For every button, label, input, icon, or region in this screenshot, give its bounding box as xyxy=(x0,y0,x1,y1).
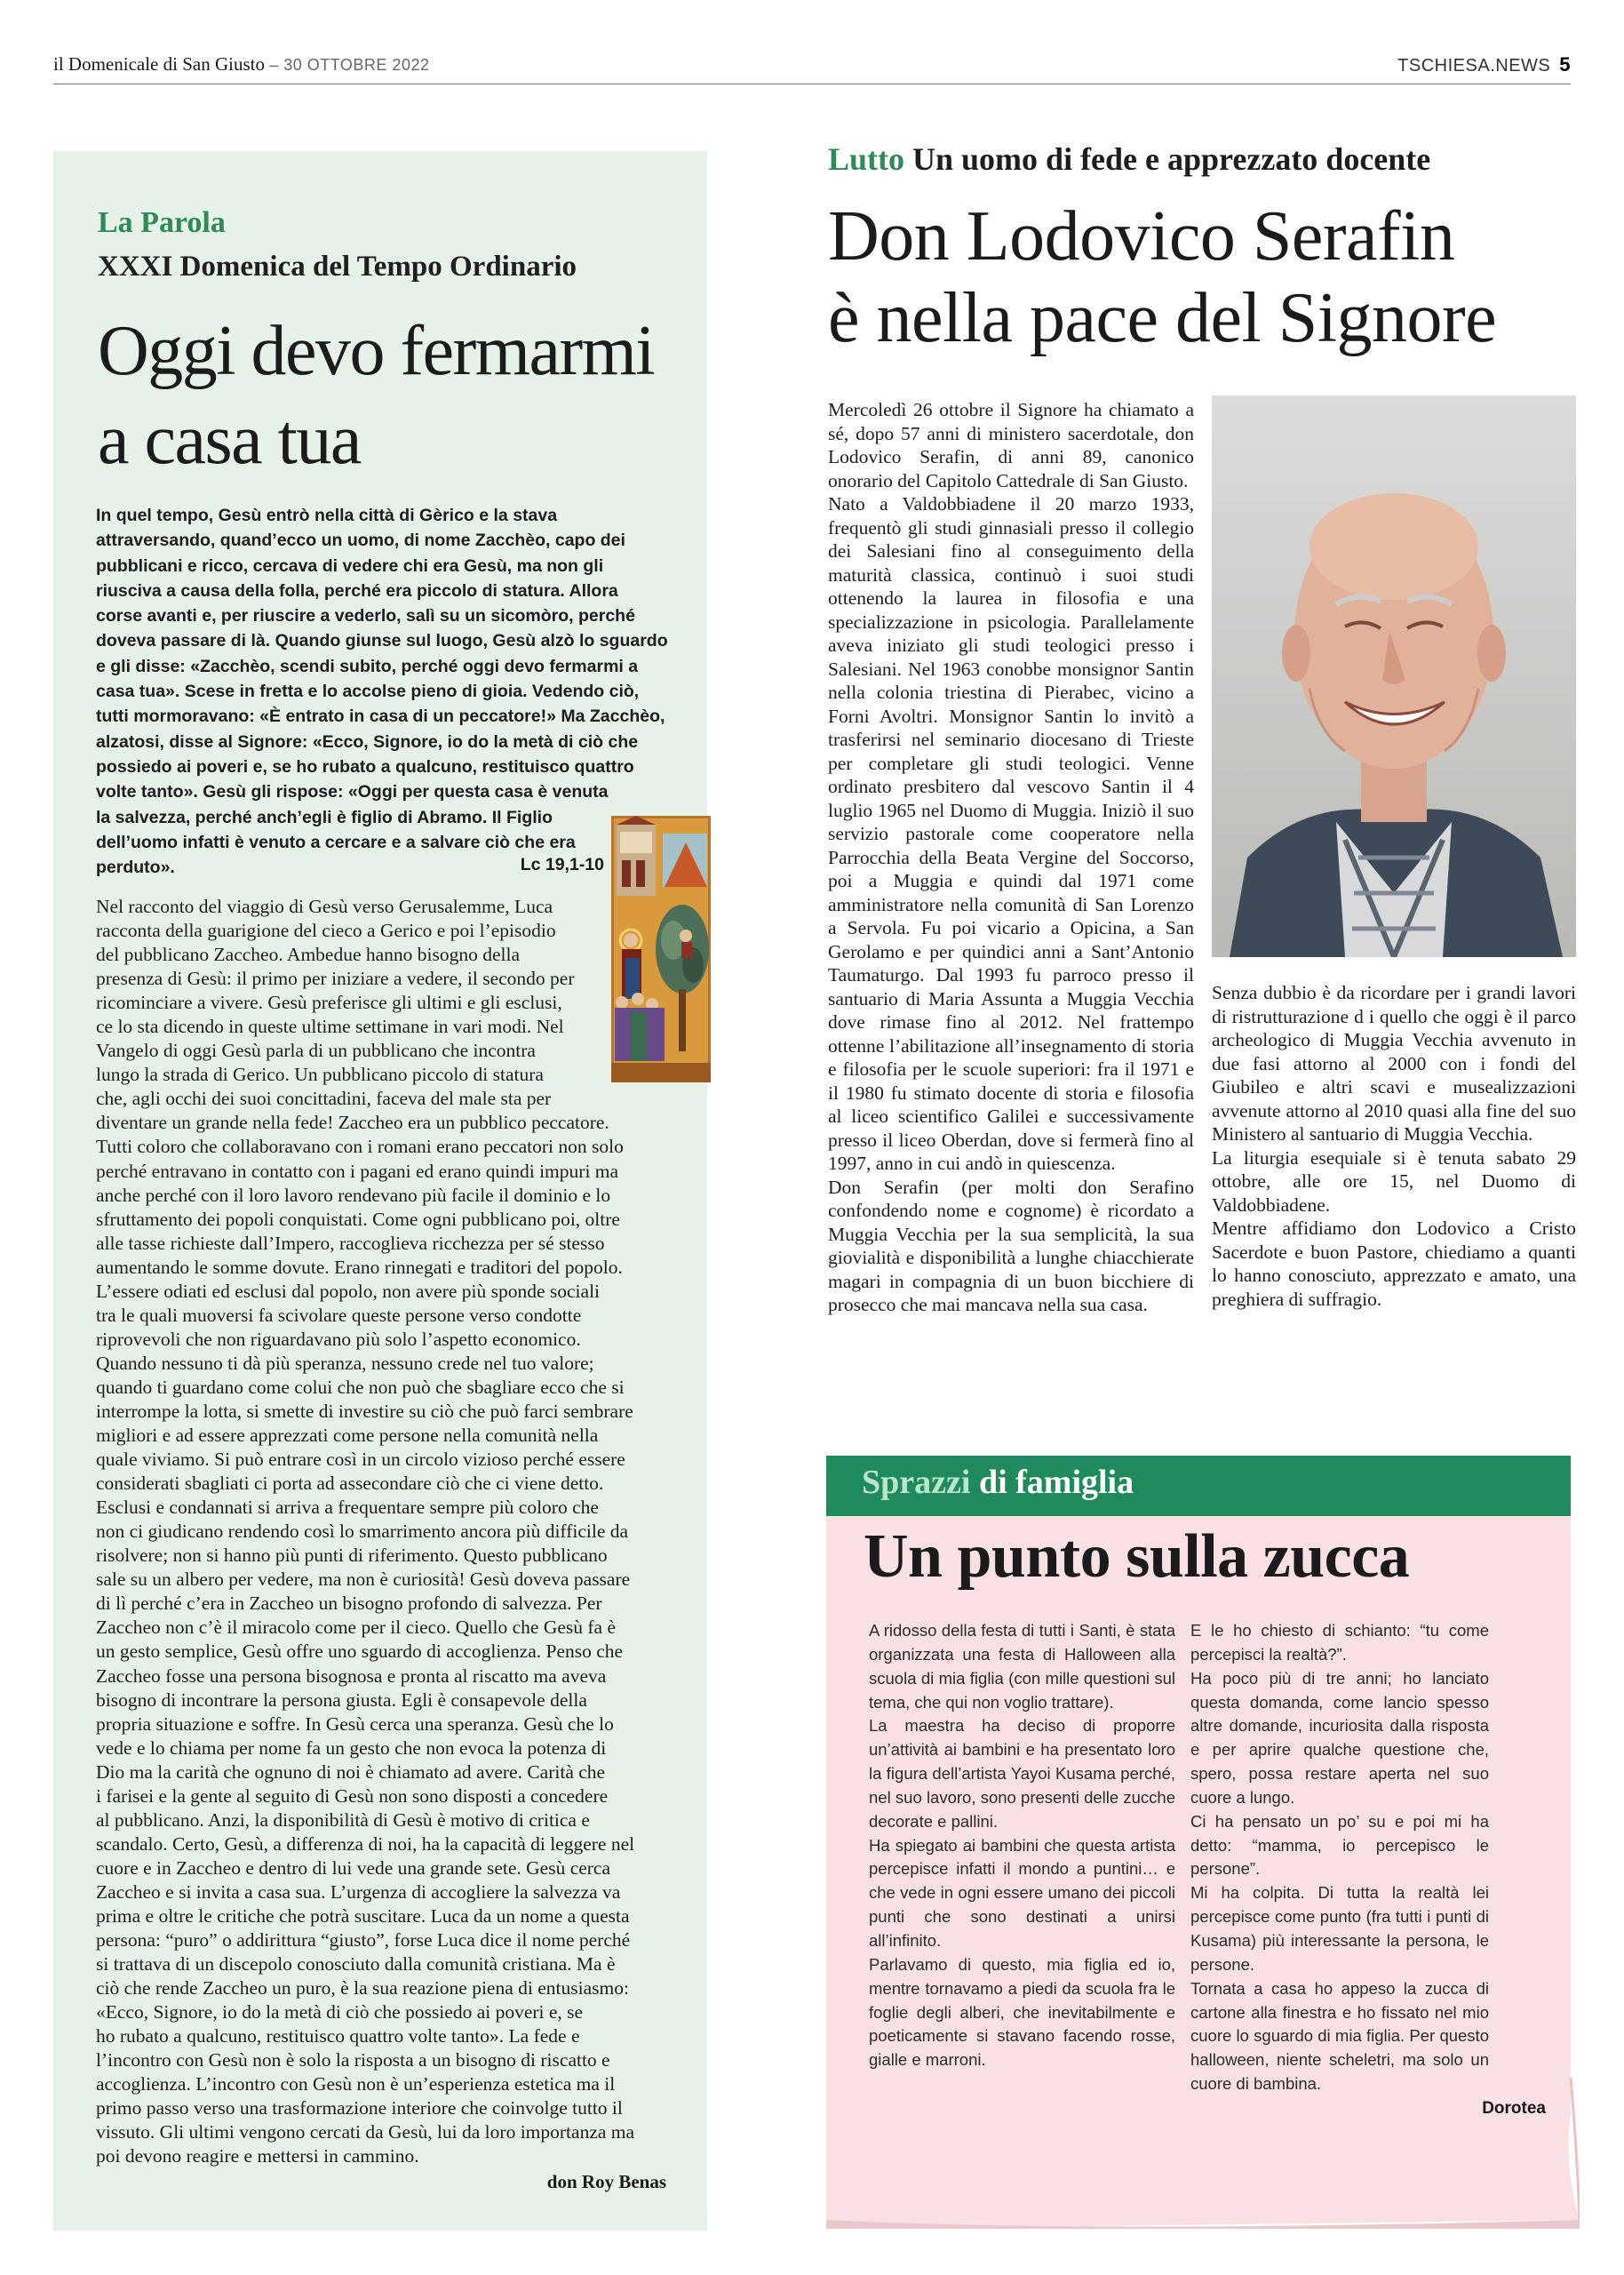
commentary-line: L’essere odiati ed esclusi dal popolo, non avere più sponde sociali xyxy=(96,1280,601,1302)
commentary-line: Zaccheo non c’è il miracolo come per il cieco. Quello che Gesù fa è xyxy=(96,1616,617,1639)
gospel-reference: Lc 19,1-10 xyxy=(520,855,604,874)
commentary-line: quando ti guardano come colui che non può che sbagliare ecco che si xyxy=(96,1376,625,1398)
commentary-line: si trattava di un discepolo conosciuto dalla comunità cristiana. Ma è xyxy=(96,1953,616,1976)
sprazzi-column-1 xyxy=(869,1619,1175,2072)
gospel-line: e gli disse: «Zacchèo, scendi subito, perché oggi devo fermarmi a xyxy=(96,656,639,676)
commentary-line: accoglienza. L’incontro con Gesù non è un’esperienza estetica ma il xyxy=(96,2073,616,2095)
commentary-line: al pubblicano. Anzi, la disponibilità di Gesù è motivo di critica e xyxy=(96,1808,590,1831)
commentary-line: un gesto semplice, Gesù offre uno sguardo di accoglienza. Penso che xyxy=(96,1640,624,1663)
sprazzi-paragraph: A ridosso della festa di tutti i Santi, è stata organizzata una festa di Halloween alla scuola di mia figlia (con mille questioni sul tema, che qui non voglio trattare). xyxy=(869,1621,1175,1712)
commentary-line: poi devono reagire e mettersi in cammino. xyxy=(96,2145,419,2167)
commentary-line: Tutti coloro che collaboravano con i romani erano peccatori non solo xyxy=(96,1136,624,1158)
sprazzi-paragraph: Ci ha pensato un po’ su e poi mi ha detto: “mamma, io percepisco le persone”. xyxy=(1190,1811,1489,1879)
commentary-line: perché entravano in contatto con i pagani ed erano quindi impuri ma xyxy=(96,1160,619,1182)
gospel-line: alzatosi, disse al Signore: «Ecco, Signore, io do la metà di ciò che xyxy=(96,731,639,752)
commentary-line: tra le quali muoversi fa scivolare queste persone verso condotte xyxy=(96,1304,582,1326)
commentary-line: Esclusi e condannati si arriva a frequentare sempre più coloro che xyxy=(96,1497,599,1519)
parola-signature: don Roy Benas xyxy=(546,2171,666,2192)
gospel-line: corse avanti e, per riuscire a vederlo, salì su un sicomòro, perché xyxy=(96,606,635,627)
site-link[interactable]: TSCHIESA.NEWS xyxy=(1397,56,1551,76)
sprazzi-paragraph: Mi ha colpita. Di tutta la realtà lei percepisce come punto (fra tutti i punti di Kusama) più interessante la persona, le persone. xyxy=(1190,1883,1489,1974)
parola-kicker: La Parola xyxy=(98,206,226,239)
gospel-line: casa tua». Scese in fretta e lo accolse pieno di gioia. Vedendo ciò, xyxy=(96,682,640,702)
gospel-line: In quel tempo, Gesù entrò nella città di Gèrico e la stava xyxy=(96,506,558,525)
commentary-line: non ci giudicano rendendo così lo smarrimento ancora più difficile da xyxy=(96,1521,629,1543)
commentary-line: racconta della guarigione del cieco a Gerico e poi l’episodio xyxy=(96,920,556,942)
commentary-line: alle tasse richieste dall’Impero, raccoglieva ricchezza per sé stesso xyxy=(96,1232,605,1254)
commentary-line: aumentando le somme dovute. Erano rinnegati e traditori del popolo. xyxy=(96,1256,623,1278)
commentary-line: l’incontro con Gesù non è solo la risposta a un bisogno di riscatto e xyxy=(96,2049,610,2071)
lutto-title-line1: Don Lodovico Serafin xyxy=(828,197,1455,275)
commentary-line: vissuto. Gli ultimi vengono cercati da Gesù, lui da loro importanza ma xyxy=(96,2121,635,2143)
sprazzi-signature: Dorotea xyxy=(1482,2099,1546,2118)
sprazzi-kicker: Sprazzi xyxy=(862,1464,971,1501)
don-serafin-portrait xyxy=(1212,395,1576,957)
running-header xyxy=(53,53,429,76)
issue-date: – 30 OTTOBRE 2022 xyxy=(269,56,430,74)
sprazzi-title: Un punto sulla zucca xyxy=(864,1522,1410,1591)
commentary-line: che, agli occhi dei suoi concittadini, faceva del male sta per xyxy=(96,1088,552,1110)
commentary-line: propria situazione e soffre. In Gesù cerca una speranza. Gesù che lo xyxy=(96,1712,614,1735)
commentary-line: primo passo verso una trasformazione interiore che coinvolge tutto il xyxy=(96,2097,623,2119)
gospel-line: attraversando, quand’ecco un uomo, di nome Zacchèo, capo dei xyxy=(96,531,625,551)
commentary-line: interrompe la lotta, si smette di investire su ciò che può farci sembrare xyxy=(96,1400,633,1422)
sprazzi-kicker-rest: di famiglia xyxy=(978,1464,1134,1501)
publication-name: il Domenicale di San Giusto xyxy=(53,53,265,75)
commentary-line: ciò che rende Zaccheo un puro, è la sua reazione piena di entusiasmo: xyxy=(96,1977,629,2000)
lutto-paragraph: Don Serafin (per molti don Serafino confondendo nome e cognome) è ricordato a Muggia Vecchia per la sua semplicità, la sua giovialità e disponibilità a lunghe chiacchierate magari in compagnia di un buon bicchiere di prosecco che mai mancava nella sua casa. xyxy=(828,1176,1194,1315)
commentary-line: ricominciare a vivere. Gesù preferisce gli ultimi e gli esclusi, xyxy=(96,992,562,1014)
gospel-line: tutti mormoravano: «È entrato in casa di un peccatore!» Ma Zacchèo, xyxy=(96,706,665,727)
commentary-line: di lì perché c’era in Zaccheo un bisogno profondo di salvezza. Per xyxy=(96,1592,602,1615)
parola-commentary xyxy=(96,895,665,2168)
commentary-line: Dio ma la carità che ognuno di noi è chiamato ad avere. Carità che xyxy=(96,1760,606,1783)
lutto-column-1 xyxy=(828,398,1194,1317)
commentary-line: persona: “puro” o addirittura “giusto”, forse Luca dice il nome perché xyxy=(96,1929,631,1952)
commentary-line: Vangelo di oggi Gesù parla di un pubblicano che incontra xyxy=(96,1040,536,1062)
gospel-line: la salvezza, perché anch’egli è figlio di Abramo. Il Figlio xyxy=(96,807,553,827)
gospel-line: possiedo ai poveri e, se ho rubato a qualcuno, restituisco quattro xyxy=(96,756,634,777)
commentary-line: anche perché con il loro lavoro rendevano più facile il dominio e lo xyxy=(96,1184,611,1206)
commentary-line: lungo la strada di Gerico. Un pubblicano piccolo di statura xyxy=(96,1064,544,1086)
lutto-paragraph: Mentre affidiamo don Lodovico a Cristo Sacerdote e buon Pastore, chiediamo a quanti lo hanno conosciuto, apprezzato e amato, una preghiera di suffragio. xyxy=(1212,1217,1576,1310)
commentary-line: Nel racconto del viaggio di Gesù verso Gerusalemme, Luca xyxy=(96,896,553,917)
commentary-line: del pubblicano Zaccheo. Ambedue hanno bisogno della xyxy=(96,944,521,966)
commentary-line: diventare un grande nella fede! Zaccheo era un pubblico peccatore. xyxy=(96,1112,609,1134)
commentary-line: bisogno di incontrare la persona giusta. Egli è consapevole della xyxy=(96,1688,587,1711)
commentary-line: Zaccheo e si invita a casa sua. L’urgenza di accogliere la salvezza va xyxy=(96,1880,621,1903)
commentary-line: Zaccheo fosse una persona bisognosa e pronta al riscatto ma aveva xyxy=(96,1664,607,1687)
sprazzi-kicker-line xyxy=(862,1463,1134,1502)
lutto-kicker-rest: Un uomo di fede e apprezzato docente xyxy=(912,141,1431,177)
sprazzi-paragraph: Parlavamo di questo, mia figlia ed io, mentre tornavamo a piedi da scuola fra le foglie degli alberi, che inevitabilmente e poeticamente si stavano facendo rosse, gialle e marroni. xyxy=(869,1954,1175,2070)
commentary-line: considerati sbagliati ci porta ad assecondare ciò che ci viene detto. xyxy=(96,1473,604,1495)
commentary-line: risolvere; non si hanno più punti di riferimento. Questo pubblicano xyxy=(96,1545,608,1567)
commentary-line: Quando nessuno ti dà più speranza, nessuno crede nel tuo valore; xyxy=(96,1352,594,1374)
commentary-line: ce lo sta dicendo in queste ultime settimane in vari modi. Nel xyxy=(96,1016,564,1038)
commentary-line: riprovevoli che non riguardavano più solo l’aspetto economico. xyxy=(96,1328,581,1350)
commentary-line: «Ecco, Signore, io do la metà di ciò che possiedo ai poveri e, se xyxy=(96,2001,584,2024)
commentary-line: ho rubato a qualcuno, restituisco quattro volte tanto». La fede e xyxy=(96,2025,580,2048)
page-number: 5 xyxy=(1559,53,1571,76)
lutto-paragraph: Mercoledì 26 ottobre il Signore ha chiamato a sé, dopo 57 anni di ministero sacerdotale, don Lodovico Serafin, di anni 89, canonico onorario del Capitolo Cattedrale di San Giusto. xyxy=(828,399,1194,491)
gospel-line: perduto». xyxy=(96,858,175,878)
sprazzi-paragraph: Ha poco più di tre anni; ho lanciato questa domanda, come lancio spesso altre domande, incuriosita dalla risposta e per aprire qualche questione che, spero, possa restare aperta nel suo cuore a lungo. xyxy=(1190,1668,1489,1807)
commentary-line: i farisei e la gente al seguito di Gesù non sono disposti a concedere xyxy=(96,1784,609,1807)
lutto-paragraph: Senza dubbio è da ricordare per i grandi lavori di ristrutturazione d i quello che oggi è il parco archeologico di Muggia Vecchia avvenuto in due fasi attorno al 2000 con i fondi del Giubileo e altri scavi e musealizzazioni avvenute attorno al 2010 quasi alla fine del suo Ministero al santuario di Muggia Vecchia. xyxy=(1212,982,1576,1145)
parola-title-line1: Oggi devo fermarmi xyxy=(98,312,655,390)
commentary-line: presenza di Gesù: il primo per iniziare a vedere, il secondo per xyxy=(96,968,575,990)
sprazzi-column-2 xyxy=(1190,1619,1489,2096)
commentary-line: cuore e in Zaccheo e dentro di lui vede una grande sete. Gesù cerca xyxy=(96,1856,611,1879)
parola-subhead: XXXI Domenica del Tempo Ordinario xyxy=(98,251,577,283)
sprazzi-paragraph: Tornata a casa ho appeso la zucca di cartone alla finestra e ho fissato nel mio cuore lo sguardo di mia figlia. Per questo halloween, niente scheletri, ma solo un cuore di bambina. xyxy=(1190,1978,1489,2094)
commentary-line: scandalo. Certo, Gesù, a differenza di noi, ha la capacità di leggere nel xyxy=(96,1832,635,1855)
commentary-line: vede e lo chiama per nome fa un gesto che non evoca la potenza di xyxy=(96,1736,607,1759)
parola-title-line2: a casa tua xyxy=(98,401,361,479)
lutto-kicker-line xyxy=(828,140,1430,178)
commentary-line: sale su un albero per vedere, ma non è curiosità! Gesù doveva passare xyxy=(96,1569,631,1591)
gospel-line: dell’uomo infatti è venuto a cercare e a salvare ciò che era xyxy=(96,832,576,852)
commentary-line: prima e oltre le critiche che potrà suscitare. Luca da un nome a questa xyxy=(96,1904,630,1927)
sprazzi-paragraph: E le ho chiesto di schianto: “tu come percepisci la realtà?”. xyxy=(1190,1621,1489,1664)
gospel-line: doveva passare di là. Quando giunse sul luogo, Gesù alzò lo sguardo xyxy=(96,631,668,651)
lutto-column-2 xyxy=(1212,981,1576,1311)
site-and-page xyxy=(1397,53,1571,76)
commentary-line: quale viviamo. Si può entrare così in un circolo vizioso perché essere xyxy=(96,1449,625,1471)
lutto-title-line2: è nella pace del Signore xyxy=(828,279,1497,357)
sprazzi-paragraph: Ha spiegato ai bambini che questa artista percepisce infatti il mondo a puntini… e che vede in ogni essere umano dei piccoli punti che sono destinati a unirsi all’infinito. xyxy=(869,1835,1175,1950)
lutto-title xyxy=(828,196,1496,359)
gospel-line: volte tanto». Gesù gli rispose: «Oggi per questa casa è venuta xyxy=(96,782,609,802)
gospel-line: pubblicani e ricco, cercava di vedere chi era Gesù, ma non gli xyxy=(96,555,604,576)
commentary-line: sfruttamento dei popoli conquistati. Come ogni pubblicano poi, oltre xyxy=(96,1208,620,1230)
gospel-line: riusciva a causa della folla, perché era piccolo di statura. Allora xyxy=(96,580,618,601)
lutto-paragraph: La liturgia esequiale si è tenuta sabato 29 ottobre, alle ore 15, nel Duomo di Valdobbiadene. xyxy=(1212,1146,1576,1216)
commentary-line: migliori e ad essere apprezzati come persone nella comunità nella xyxy=(96,1425,599,1447)
lutto-paragraph: Nato a Valdobbiadene il 20 marzo 1933, frequentò gli studi ginnasiali presso il collegio dei Salesiani fino al conseguimento della maturità classica, continuò i suoi studi ottenendo la laurea in filosofia e una specializzazione in psicologia. Parallelamente aveva iniziato gli studi teologici presso i Salesiani. Nel 1963 conobbe monsignor Santin nella colonia triestina di Pierabec, vicino a Forni Avoltri. Monsignor Santin lo invitò a trasferirsi nel seminario diocesano di Trieste per completare gli studi teologici. Venne ordinato presbitero dal vescovo Santin il 4 luglio 1965 nel Duomo di Muggia. Iniziò il suo servizio pastorale come cooperatore nella Parrocchia della Beata Vergine del Soccorso, poi a Muggia e quindi dal 1971 come amministratore nella comunità di San Lorenzo a Servola. Fu poi vicario a Opicina, a San Gerolamo e per quindici anni a Sant’Antonio Taumaturgo. Dal 1993 fu parroco presso il santuario di Maria Assunta a Muggia Vecchia dove rimase fino al 2012. Nel frattempo ottenne l’abilitazione all’insegnamento di storia e filosofia per le scuole superiori: fra il 1971 e il 1980 fu stimato docente di storia e filosofia al liceo scientifico Galilei e successivamente presso il liceo Oberdan, dove si fermerà fino al 1997, anno in cui andò in quiescenza. xyxy=(828,493,1194,1174)
lutto-kicker: Lutto xyxy=(828,141,905,177)
sprazzi-paragraph: La maestra ha deciso di proporre un’attività ai bambini e ha presentato loro la figura dell’artista Yayoi Kusama perché, nel suo lavoro, sono presenti delle zucche decorate e pallini. xyxy=(869,1716,1175,1831)
